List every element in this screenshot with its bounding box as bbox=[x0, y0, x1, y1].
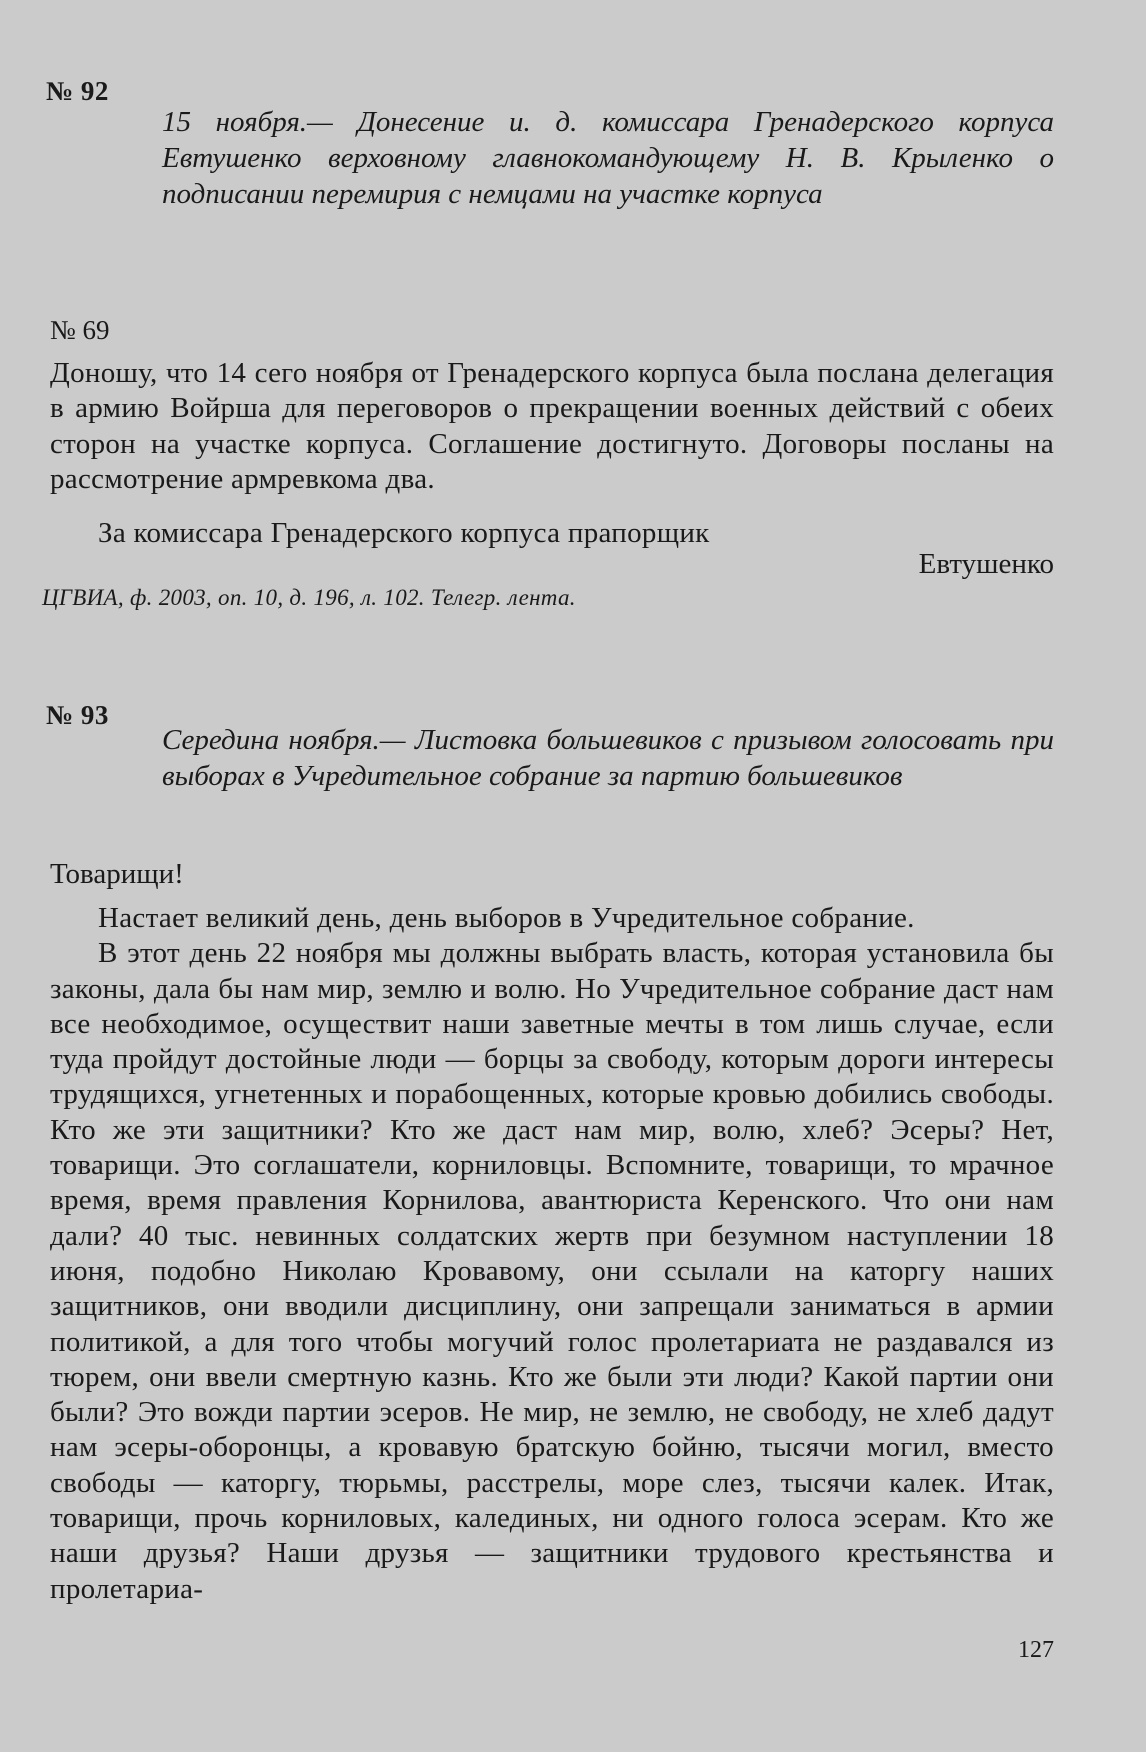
doc-92-source: ЦГВИА, ф. 2003, оп. 10, д. 196, л. 102. Телегр. лента. bbox=[42, 585, 576, 610]
doc-92-sub-number: № 69 bbox=[50, 315, 110, 345]
doc-93-body bbox=[50, 901, 1054, 1607]
page-number: 127 bbox=[1018, 1637, 1054, 1663]
doc-92-signer-name: Евтушенко bbox=[918, 548, 1054, 580]
doc-92-header: 15 ноября.— Донесение и. д. комиссара Гренадерского корпуса Евтушенко верховному главнокомандующему Н. В. Крыленко о подписании перемирия с немцами на участке корпуса bbox=[162, 106, 1054, 210]
doc-92-signer-block bbox=[50, 516, 1054, 551]
doc-93-number: № 93 bbox=[46, 700, 109, 730]
doc-92-signer-line: За комиссара Гренадерского корпуса прапорщик bbox=[98, 517, 710, 549]
doc-93-greeting: Товарищи! bbox=[50, 858, 184, 890]
doc-93-header: Середина ноября.— Листовка большевиков с призывом голосовать при выборах в Учредительное собрание за партию большевиков bbox=[162, 724, 1054, 792]
doc-92-number: № 92 bbox=[46, 76, 109, 106]
doc-93-paragraph-2: В этот день 22 ноября мы должны выбрать власть, которая установила бы законы, дала бы нам мир, землю и волю. Но Учредительное собрание даст нам все необходимое, осуществит наши заветные мечты в том лишь случае, если туда пройдут достойные люди — борцы за свободу, которым дороги интересы трудящихся, угнетенных и порабощенных, которые кровью добились свободы. Кто же эти защитники? Кто же даст нам мир, волю, хлеб? Эсеры? Нет, товарищи. Это соглашатели, корниловцы. Вспомните, товарищи, то мрачное время, время правления Корнилова, авантюриста Керенского. Что они нам дали? 40 тыс. невинных солдатских жертв при безумном наступлении 18 июня, подобно Николаю Кровавому, они ссылали на каторгу наших защитников, они вводили дисциплину, они запрещали заниматься в армии политикой, а для того чтобы могучий голос пролетариата не раздавался из тюрем, они ввели смертную казнь. Кто же были эти люди? Какой партии они были? Это вожди партии эсеров. Не мир, не землю, не свободу, не хлеб дадут нам эсеры-оборонцы, а кровавую братскую бойню, тысячи могил, вместо свободы — каторгу, тюрьмы, расстрелы, море слез, тысячи калек. Итак, товарищи, прочь корниловых, калединых, ни одного голоса эсерам. Кто же наши друзья? Наши друзья — защитники трудового крестьянства и пролетариа- bbox=[50, 937, 1054, 1605]
doc-93-paragraph-1: Настает великий день, день выборов в Учредительное собрание. bbox=[98, 902, 915, 934]
doc-92-body bbox=[50, 356, 1054, 497]
doc-92-body-text: Доношу, что 14 сего ноября от Гренадерского корпуса была послана делегация в армию Войрша для переговоров о прекращении военных действий с обеих сторон на участке корпуса. Соглашение достигнуто. Договоры посланы на рассмотрение армревкома два. bbox=[50, 357, 1054, 495]
